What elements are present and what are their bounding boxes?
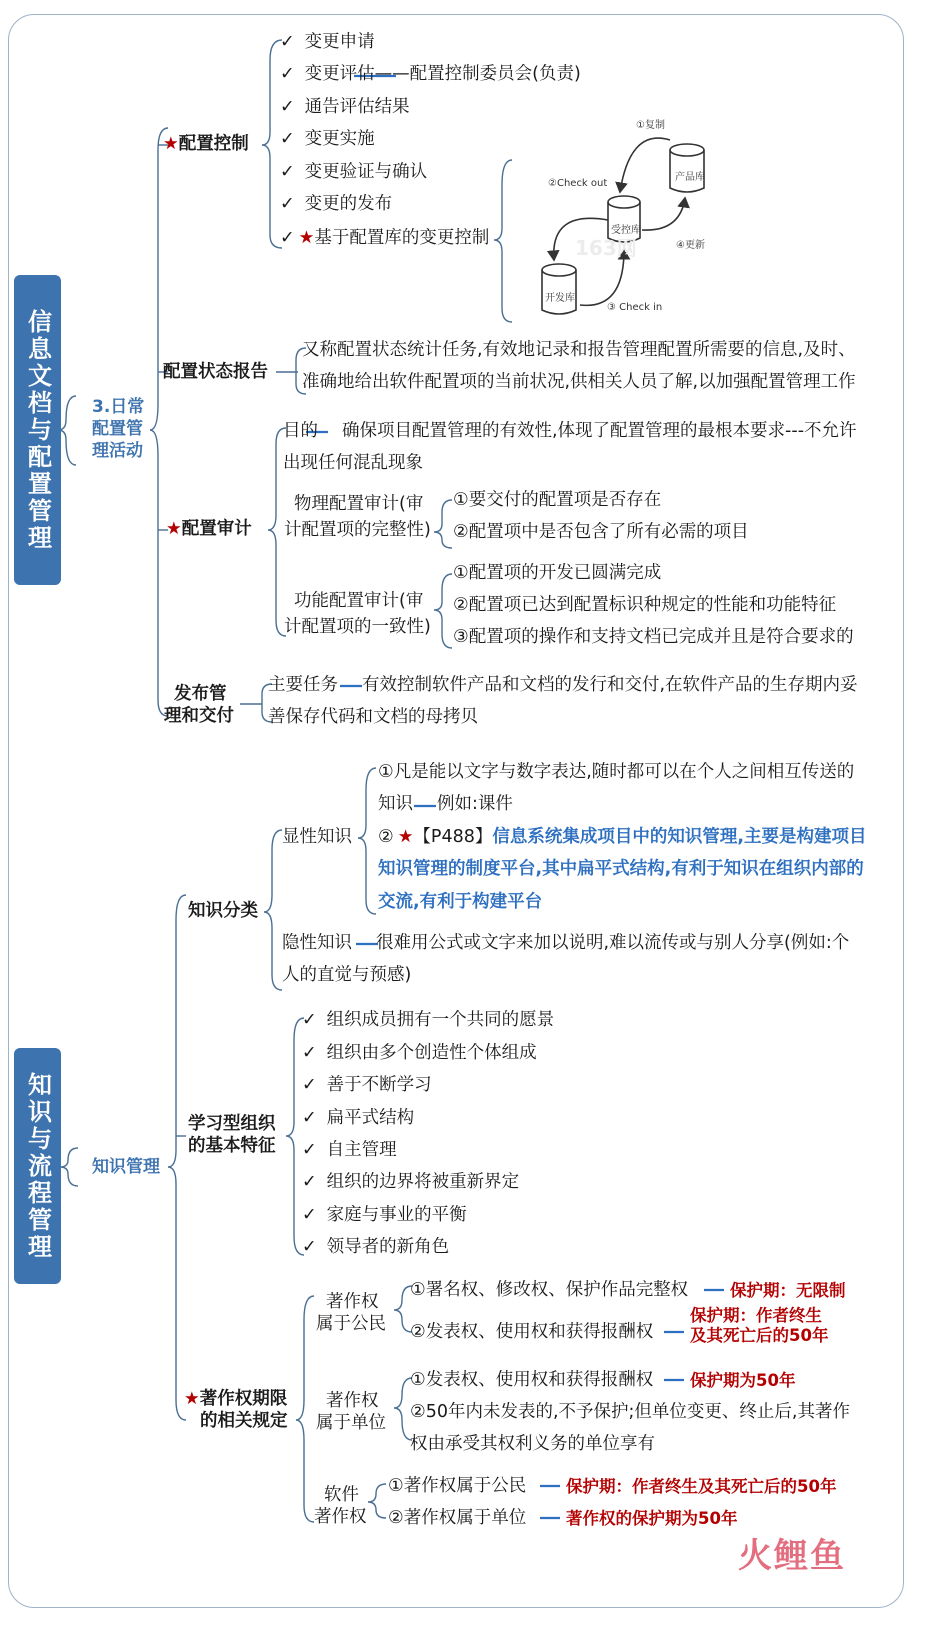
- functional-item-3: ③配置项的操作和支持文档已完成并且是符合要求的: [453, 627, 854, 647]
- item-text: 组织成员拥有一个共同的愿景: [326, 1010, 555, 1030]
- functional-item-2: ②配置项已达到配置标识种规定的性能和功能特征: [453, 595, 837, 615]
- unit-a: 著作权: [326, 1391, 379, 1411]
- check-icon: ✓: [302, 1043, 317, 1063]
- status-report-line-2: 准确地给出软件配置项的当前状况,供相关人员了解,以加强配置管理工作: [302, 372, 856, 392]
- software-item-2: ②著作权属于单位: [388, 1508, 527, 1528]
- brand-logo: 火鲤鱼: [738, 1536, 846, 1576]
- release-text-1: [268, 669, 858, 702]
- status-report-line-1: 又称配置状态统计任务,有效地记录和报告管理配置所需要的信息,及时、: [302, 340, 856, 360]
- list-item: [280, 91, 410, 124]
- check-icon: ✓: [280, 162, 295, 182]
- item-text: 变更的发布: [304, 194, 393, 214]
- release-title-a: 发布管: [174, 684, 227, 704]
- explicit-2-line-1: [378, 821, 867, 854]
- list-item: [302, 1166, 519, 1199]
- list-item: [280, 156, 427, 189]
- unit-item-1: ①发表权、使用权和获得报酬权: [410, 1370, 654, 1390]
- release-main-task: 主要任务: [268, 675, 338, 695]
- item-text: 变更申请: [304, 32, 375, 52]
- functional-audit-b: 计配置项的一致性): [284, 617, 431, 637]
- check-icon: ✓: [280, 97, 295, 117]
- check-icon: ✓: [302, 1108, 317, 1128]
- check-icon: ✓: [280, 194, 295, 214]
- list-item: [280, 123, 375, 156]
- item-text: 基于配置库的变更控制: [314, 228, 490, 248]
- config-control-title: 配置控制: [178, 134, 249, 154]
- tacit-label: 隐性知识: [282, 933, 352, 953]
- section-knowledge-process: [14, 1048, 61, 1284]
- check-icon: ✓: [280, 129, 295, 149]
- knowledge-management: 知识管理: [92, 1157, 160, 1177]
- list-item: [280, 222, 489, 255]
- star-icon: ★: [184, 1389, 200, 1409]
- unit-item-2-line-2: 权由承受其权利义务的单位享有: [410, 1434, 655, 1454]
- learning-org-title: [188, 1113, 276, 1157]
- explicit-1-line-2: [378, 788, 513, 821]
- copyright-title-a: 著作权期限: [199, 1389, 288, 1409]
- item-text: 组织的边界将被重新界定: [326, 1172, 520, 1192]
- check-icon: ✓: [280, 64, 295, 84]
- list-item: [302, 1069, 432, 1102]
- tacit-knowledge-line-1: [282, 927, 849, 960]
- exp2-ref: 【P488】: [413, 827, 493, 847]
- tacit-knowledge-line-2: 人的直觉与预感): [282, 965, 412, 985]
- audit-purpose: [283, 415, 857, 448]
- item-text: 变更实施: [304, 129, 375, 149]
- star-icon: ★: [298, 228, 315, 248]
- software-label: [314, 1484, 367, 1528]
- check-icon: ✓: [302, 1205, 317, 1225]
- audit-purpose-label: 目的: [283, 421, 318, 441]
- functional-audit-a: 功能配置审计(审: [294, 591, 424, 611]
- sw-b: 著作权: [314, 1507, 367, 1527]
- diagram-update-label: ④更新: [676, 240, 705, 251]
- list-item: [302, 1004, 554, 1037]
- functional-item-1: ①配置项的开发已圆满完成: [453, 563, 662, 583]
- physical-audit-label: [284, 491, 431, 543]
- check-icon: ✓: [302, 1237, 317, 1257]
- release-text-2: 善保存代码和文档的母拷贝: [268, 707, 478, 727]
- section-doc-config: [14, 275, 61, 585]
- check-icon: ✓: [302, 1172, 317, 1192]
- list-item: [280, 26, 375, 59]
- config-control-heading: [163, 128, 249, 161]
- item-text: 家庭与事业的平衡: [326, 1205, 467, 1225]
- list-item: [302, 1037, 537, 1070]
- software-item-1: ①著作权属于公民: [388, 1476, 527, 1496]
- exp1-knowledge: 知识: [378, 794, 413, 814]
- daily-config-activities: 3.日常配置管理活动: [92, 397, 145, 461]
- item-text: 变更验证与确认: [304, 162, 428, 182]
- release-title-b: 理和交付: [164, 706, 234, 726]
- item-text: 领导者的新角色: [326, 1237, 450, 1257]
- check-icon: ✓: [302, 1075, 317, 1095]
- physical-item-2: ②配置项中是否包含了所有必需的项目: [453, 522, 749, 542]
- release-title: [164, 683, 234, 727]
- tacit-text: 很难用公式或文字来加以说明,难以流传或与别人分享(例如:个: [376, 933, 850, 953]
- exp2-num: ②: [378, 827, 394, 847]
- diagram-controlled-lib: 受控库: [611, 225, 641, 236]
- audit-purpose-cont: 出现任何混乱现象: [283, 453, 423, 473]
- item-text: 变更评估——配置控制委员会(负责): [304, 64, 581, 84]
- audit-purpose-text: 确保项目配置管理的有效性,体现了配置管理的最根本要求---不允许: [342, 421, 857, 441]
- citizen-item-1: ①署名权、修改权、保护作品完整权: [410, 1280, 689, 1300]
- item-text: 组织由多个创造性个体组成: [326, 1043, 537, 1063]
- exp1-example: 例如:课件: [437, 794, 513, 814]
- copyright-title-b: 的相关规定: [200, 1411, 288, 1431]
- config-audit-heading: [166, 513, 252, 546]
- explicit-knowledge: 显性知识: [282, 827, 352, 847]
- unit-label: [316, 1390, 386, 1434]
- item-text: 善于不断学习: [326, 1075, 432, 1095]
- list-item: [280, 58, 581, 91]
- list-item: [280, 188, 392, 221]
- citizen-label: [316, 1291, 386, 1335]
- section-km-title: 知识与流程管理: [23, 1071, 52, 1261]
- citizen-item-2-note: [690, 1306, 828, 1346]
- config-audit-title: 配置审计: [181, 519, 252, 539]
- unit-item-1-note: 保护期为50年: [690, 1371, 796, 1390]
- list-item: [302, 1102, 414, 1135]
- release-text-b: 有效控制软件产品和文档的发行和交付,在软件产品的生存期内妥: [362, 675, 858, 695]
- physical-item-1: ①要交付的配置项是否存在: [453, 490, 662, 510]
- status-report-title: 配置状态报告: [163, 362, 268, 382]
- functional-audit-label: [284, 588, 431, 640]
- diagram-copy-label: ①复制: [636, 120, 665, 131]
- exp2-text-a: 信息系统集成项目中的知识管理,主要是构建项目: [492, 827, 867, 847]
- list-item: [302, 1199, 467, 1232]
- learning-org-title-b: 的基本特征: [188, 1136, 276, 1156]
- knowledge-class-title: 知识分类: [188, 901, 258, 921]
- check-icon: ✓: [280, 32, 295, 52]
- citizen-item-2: ②发表权、使用权和获得报酬权: [410, 1322, 654, 1342]
- physical-audit-b: 计配置项的完整性): [284, 520, 431, 540]
- item-text: 自主管理: [326, 1140, 397, 1160]
- software-item-1-note: 保护期：作者终生及其死亡后的50年: [566, 1477, 837, 1496]
- diagram-watermark: 163网: [575, 236, 637, 260]
- explicit-2-line-3: 交流,有利于构建平台: [378, 892, 543, 912]
- diagram-checkout-label: ②Check out: [548, 178, 608, 189]
- check-icon: ✓: [302, 1140, 317, 1160]
- physical-audit-a: 物理配置审计(审: [294, 494, 424, 514]
- item-text: 扁平式结构: [326, 1108, 415, 1128]
- diagram-dev-lib: 开发库: [545, 293, 575, 304]
- software-item-2-note: 著作权的保护期为50年: [566, 1509, 738, 1528]
- star-icon: ★: [397, 827, 414, 847]
- check-icon: ✓: [302, 1010, 317, 1030]
- list-item: [302, 1231, 449, 1264]
- diagram-product-lib: 产品库: [675, 172, 705, 183]
- citizen-item-1-note: 保护期：无限制: [730, 1281, 846, 1300]
- check-icon: ✓: [280, 228, 295, 248]
- learning-org-title-a: 学习型组织: [188, 1114, 276, 1134]
- unit-b: 属于单位: [316, 1413, 386, 1433]
- citizen-b: 属于公民: [316, 1314, 386, 1334]
- star-icon: ★: [166, 519, 182, 539]
- copyright-title: [184, 1388, 288, 1432]
- section-doc-title: 信息文档与配置管理: [23, 308, 52, 552]
- star-icon: ★: [163, 134, 179, 154]
- item-text: 通告评估结果: [304, 97, 410, 117]
- c2-note-b: 及其死亡后的50年: [690, 1326, 829, 1345]
- list-item: [302, 1134, 397, 1167]
- unit-item-2-line-1: ②50年内未发表的,不予保护;但单位变更、终止后,其著作: [410, 1402, 850, 1422]
- citizen-a: 著作权: [326, 1292, 379, 1312]
- explicit-1-line-1: ①凡是能以文字与数字表达,随时都可以在个人之间相互传送的: [378, 762, 855, 782]
- sw-a: 软件: [324, 1485, 359, 1505]
- explicit-2-line-2: 知识管理的制度平台,其中扁平式结构,有利于知识在组织内部的: [378, 859, 864, 879]
- diagram-checkin-label: ③ Check in: [607, 302, 663, 313]
- c2-note-a: 保护期：作者终生: [690, 1306, 822, 1325]
